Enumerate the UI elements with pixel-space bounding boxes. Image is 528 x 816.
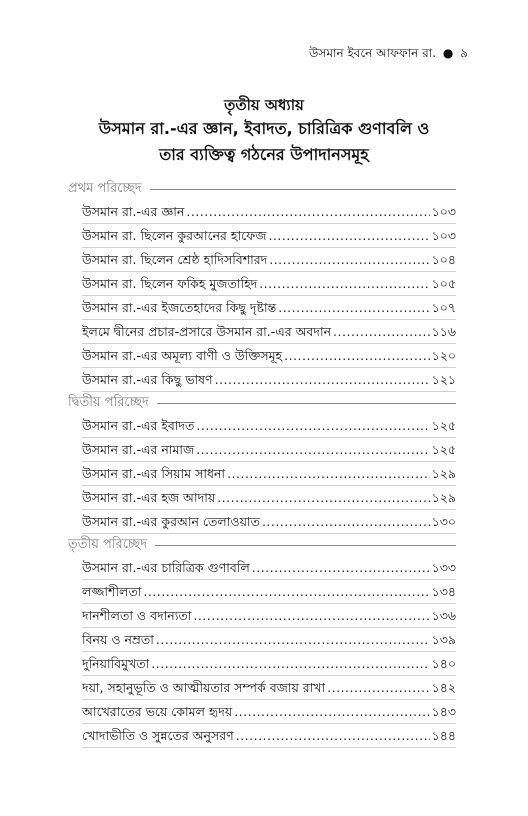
toc-entry-page: ১৪২ xyxy=(431,680,456,695)
toc-entry-title: উসমান রা.-এর ইবাদত xyxy=(82,418,195,433)
toc-entry-title: আখেরাতের ভয়ে কোমল হৃদয় xyxy=(82,704,233,719)
bullet-icon: ● xyxy=(442,46,454,60)
toc-entry-page: ১৩৩ xyxy=(431,560,456,575)
toc-entry-page: ১০৫ xyxy=(431,276,456,291)
dot-leader xyxy=(186,200,429,223)
toc-entry-page: ১১৬ xyxy=(431,324,456,339)
toc-entry xyxy=(82,462,456,486)
toc-entry xyxy=(82,510,456,534)
dot-leader xyxy=(234,700,429,723)
toc-entry-title: ইলমে দ্বীনের প্রচার-প্রসারে উসমান রা.-এর অবদান xyxy=(82,324,332,339)
toc-entry-page: ১০৩ xyxy=(431,228,456,243)
toc-entry xyxy=(82,200,456,224)
toc-entry-page: ১২৫ xyxy=(431,442,456,457)
toc-entry-title: দয়া, সহানুভূতি ও আত্মীয়তার সম্পর্ক বজায় রাখা xyxy=(82,680,326,695)
toc-entry-page: ১০৩ xyxy=(431,204,456,219)
toc-entry-title: উসমান রা.-এর চারিত্রিক গুণাবলি xyxy=(82,560,250,575)
toc-entry xyxy=(82,652,456,676)
dot-leader xyxy=(151,652,429,675)
toc-entry-title: উসমান রা. ছিলেন কুরআনের হাফেজ xyxy=(82,228,267,243)
running-header xyxy=(309,45,468,65)
toc-entry-page: ১৪৩ xyxy=(431,704,456,719)
toc-entry-title: দুনিয়াবিমুখতা xyxy=(82,656,150,671)
toc-entry-title: উসমান রা.-এর নামাজ xyxy=(82,442,195,457)
toc-entry-title: খোদাভীতি ও সুন্নতের অনুসরণ xyxy=(82,728,234,743)
section-divider xyxy=(150,189,456,190)
toc-entry-page: ১৪৪ xyxy=(431,728,456,743)
dot-leader xyxy=(327,676,429,699)
section-divider xyxy=(157,403,456,404)
toc-entry-page: ১৪০ xyxy=(431,656,456,671)
toc-entry xyxy=(82,486,456,510)
dot-leader xyxy=(196,414,429,437)
toc-entry-title: উসমান রা.-এর অমূল্য বাণী ও উক্তিসমূহ xyxy=(82,348,283,363)
dot-leader xyxy=(333,320,430,343)
dot-leader xyxy=(284,344,430,367)
toc-entry-page: ১০৪ xyxy=(431,252,456,267)
toc-entry xyxy=(82,700,456,724)
toc-entry xyxy=(82,724,456,748)
toc-entry-title: উসমান রা. ছিলেন ফকিহ মুজতাহিদ xyxy=(82,276,258,291)
dot-leader xyxy=(262,510,430,533)
toc-entry-title: উসমান রা.-এর জ্ঞান xyxy=(82,204,185,219)
toc-entry xyxy=(82,580,456,604)
section-heading xyxy=(68,392,456,414)
toc-entry xyxy=(82,344,456,368)
dot-leader xyxy=(217,486,429,509)
chapter-number: তৃতীয় অধ্যায় xyxy=(224,96,304,114)
toc-entry-page: ১২৫ xyxy=(431,418,456,433)
toc-entry xyxy=(82,224,456,248)
chapter-title-line-2: তার ব্যক্তিত্ব গঠনের উপাদানসমূহ xyxy=(159,145,369,164)
toc-entry-page: ১২৯ xyxy=(431,466,456,481)
toc-entry-page: ১৩৪ xyxy=(431,584,456,599)
toc-entry xyxy=(82,556,456,580)
toc-entry-page: ১৩০ xyxy=(431,514,456,529)
toc-entry-page: ১২৯ xyxy=(431,490,456,505)
dot-leader xyxy=(259,272,429,295)
toc-entry-title: বিনয় ও নম্রতা xyxy=(82,632,154,647)
toc-entry xyxy=(82,604,456,628)
running-header-title: উসমান ইবনে আফফান রা. xyxy=(309,46,437,60)
section-heading-label: দ্বিতীয় পরিচ্ছেদ xyxy=(68,394,149,410)
toc-entry xyxy=(82,272,456,296)
section-heading xyxy=(68,534,456,556)
toc-entry xyxy=(82,248,456,272)
dot-leader xyxy=(196,438,429,461)
toc-entry-title: উসমান রা.-এর হজ আদায় xyxy=(82,490,216,505)
dot-leader xyxy=(236,724,430,747)
dot-leader xyxy=(156,628,430,651)
toc-entry xyxy=(82,628,456,652)
toc-entry xyxy=(82,296,456,320)
dot-leader xyxy=(193,604,429,627)
dot-leader xyxy=(278,296,429,319)
dot-leader xyxy=(143,580,429,603)
toc-entry xyxy=(82,320,456,344)
toc-entry xyxy=(82,676,456,700)
dot-leader xyxy=(268,224,429,247)
toc-entry-title: উসমান রা.-এর ইজতেহাদের কিছু দৃষ্টান্ত xyxy=(82,300,277,315)
toc-entry-title: উসমান রা.-এর কিছু ভাষণ xyxy=(82,372,213,387)
dot-leader xyxy=(227,462,430,485)
toc-entry xyxy=(82,438,456,462)
toc-entry-page: ১৩৯ xyxy=(431,632,456,647)
toc-entry-title: দানশীলতা ও বদান্যতা xyxy=(82,608,192,623)
section-heading-label: প্রথম পরিচ্ছেদ xyxy=(68,180,142,196)
toc-entry-page: ১২০ xyxy=(431,348,456,363)
toc-entry-title: লজ্জাশীলতা xyxy=(82,584,142,599)
dot-leader xyxy=(269,248,429,271)
toc-entry-page: ১২১ xyxy=(431,372,456,387)
toc-entry xyxy=(82,414,456,438)
section-heading-label: তৃতীয় পরিচ্ছেদ xyxy=(68,536,148,552)
toc-entry-title: উসমান রা.-এর কুরআন তেলাওয়াত xyxy=(82,514,260,529)
section-divider xyxy=(155,545,456,546)
dot-leader xyxy=(215,368,430,391)
toc-entry-title: উসমান রা.-এর সিয়াম সাধনা xyxy=(82,466,226,481)
section-heading xyxy=(68,178,456,200)
toc-entry-title: উসমান রা. ছিলেন শ্রেষ্ঠ হাদিসবিশারদ xyxy=(82,252,268,267)
toc-entry-page: ১৩৬ xyxy=(431,608,456,623)
toc-entry-page: ১০৭ xyxy=(431,300,456,315)
page-number: ৯ xyxy=(460,46,468,60)
toc-entry xyxy=(82,368,456,392)
chapter-heading xyxy=(0,94,528,168)
chapter-title-line-1: উসমান রা.-এর জ্ঞান, ইবাদত, চারিত্রিক গুণাবলি ও xyxy=(98,119,430,138)
dot-leader xyxy=(252,556,430,579)
table-of-contents xyxy=(68,178,456,748)
